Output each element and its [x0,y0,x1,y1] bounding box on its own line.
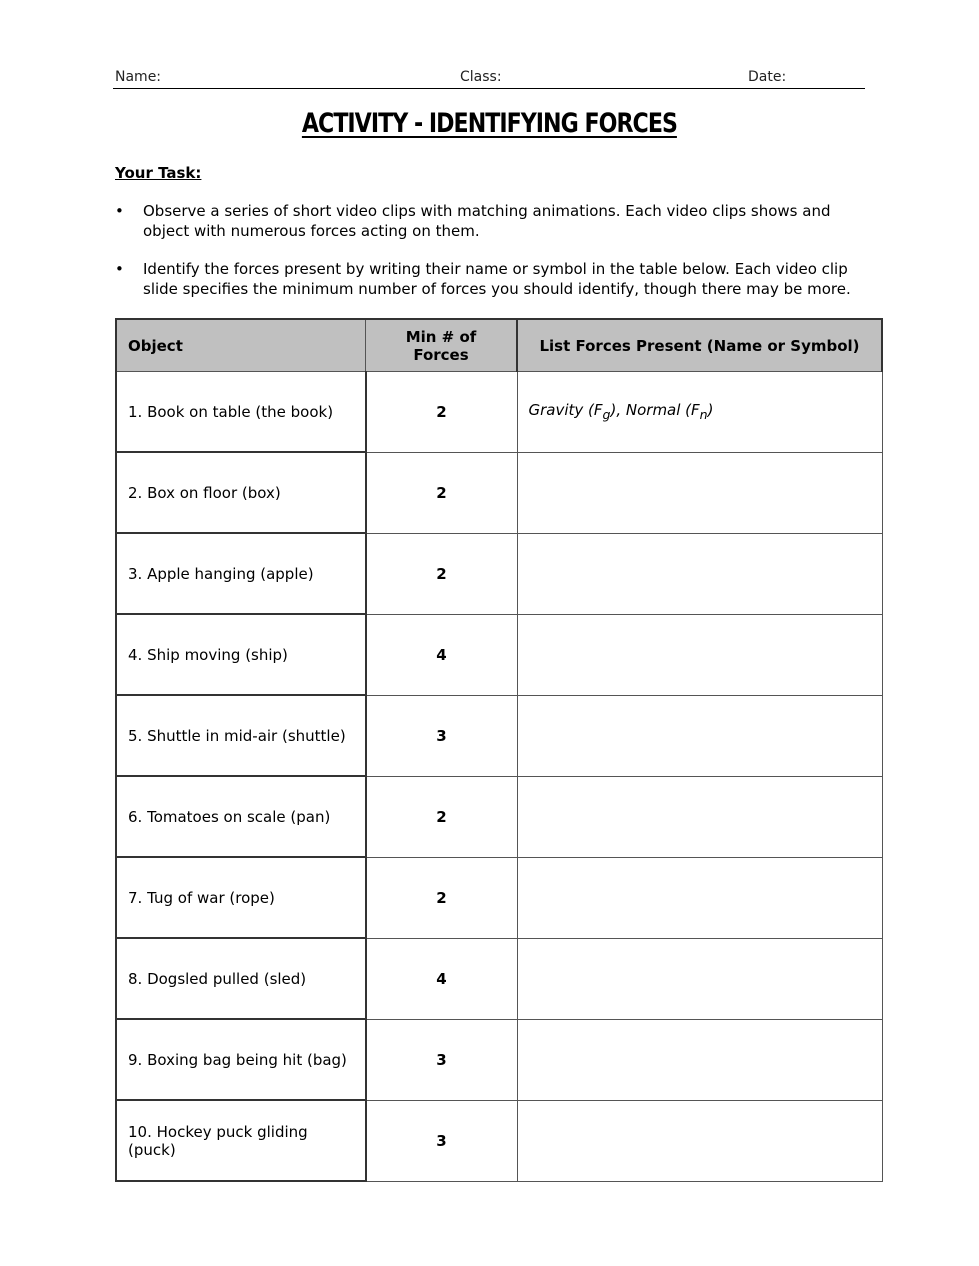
table-row [116,533,882,614]
page-title [88,108,891,139]
min-forces-cell: 2 [366,452,518,533]
bullet-dot-icon: • [115,260,124,278]
table-row [116,372,882,453]
example-sub-g: g [602,407,611,423]
object-cell: 2. Box on floor (box) [116,452,366,533]
forces-answer-cell[interactable] [517,452,882,533]
object-cell: 9. Boxing bag being hit (bag) [116,1019,366,1100]
table-row [116,452,882,533]
min-forces-cell: 2 [366,776,518,857]
forces-answer-cell[interactable] [517,372,882,453]
forces-answer-cell[interactable] [517,1100,882,1181]
table-header-row [116,319,882,372]
min-forces-cell: 4 [366,938,518,1019]
forces-answer-cell[interactable] [517,533,882,614]
bullet-item [115,260,875,299]
bullet-dot-icon: • [115,202,124,220]
header-object: Object [116,319,366,372]
min-forces-cell: 2 [366,372,518,453]
example-sub-n: n [699,407,708,423]
min-forces-cell: 3 [366,1100,518,1181]
forces-answer-cell[interactable] [517,614,882,695]
min-forces-cell: 2 [366,533,518,614]
forces-answer-cell[interactable] [517,695,882,776]
table-row [116,938,882,1019]
object-cell: 7. Tug of war (rope) [116,857,366,938]
task-bullets [115,202,875,318]
object-cell: 1. Book on table (the book) [116,372,366,453]
header-line [113,66,865,89]
forces-answer-cell[interactable] [517,1019,882,1100]
object-cell: 3. Apple hanging (apple) [116,533,366,614]
object-cell: 6. Tomatoes on scale (pan) [116,776,366,857]
min-forces-cell: 4 [366,614,518,695]
object-cell: 8. Dogsled pulled (sled) [116,938,366,1019]
example-text: Gravity (F [528,401,603,420]
forces-answer-cell[interactable] [517,938,882,1019]
class-label: Class: [460,69,502,85]
forces-answer-cell[interactable] [517,776,882,857]
page-title-text: ACTIVITY - IDENTIFYING FORCES [301,108,677,139]
table-row [116,1019,882,1100]
name-label: Name: [115,69,162,85]
table-row [116,1100,882,1181]
example-text: ) [707,401,714,420]
header-min-forces: Min # of Forces [366,319,518,372]
min-forces-cell: 3 [366,1019,518,1100]
bullet-item [115,202,875,241]
min-forces-cell: 3 [366,695,518,776]
min-forces-cell: 2 [366,857,518,938]
object-cell: 4. Ship moving (ship) [116,614,366,695]
object-cell: 10. Hockey puck gliding (puck) [116,1100,366,1181]
object-cell: 5. Shuttle in mid-air (shuttle) [116,695,366,776]
bullet-text: Observe a series of short video clips with matching animations. Each video clips shows and object with numerous forces acting on them. [143,202,831,240]
header-list-forces: List Forces Present (Name or Symbol) [517,319,882,372]
forces-answer-cell[interactable] [517,857,882,938]
table-row [116,614,882,695]
bullet-text: Identify the forces present by writing their name or symbol in the table below. Each video clip slide specifies the minimum number of forces you should identify, though there may be more. [143,260,851,298]
table-row [116,857,882,938]
table-row [116,776,882,857]
table-row [116,695,882,776]
task-heading: Your Task: [115,164,202,182]
date-label: Date: [748,69,787,85]
example-text: ), Normal (F [610,401,700,420]
forces-table [115,318,883,1182]
